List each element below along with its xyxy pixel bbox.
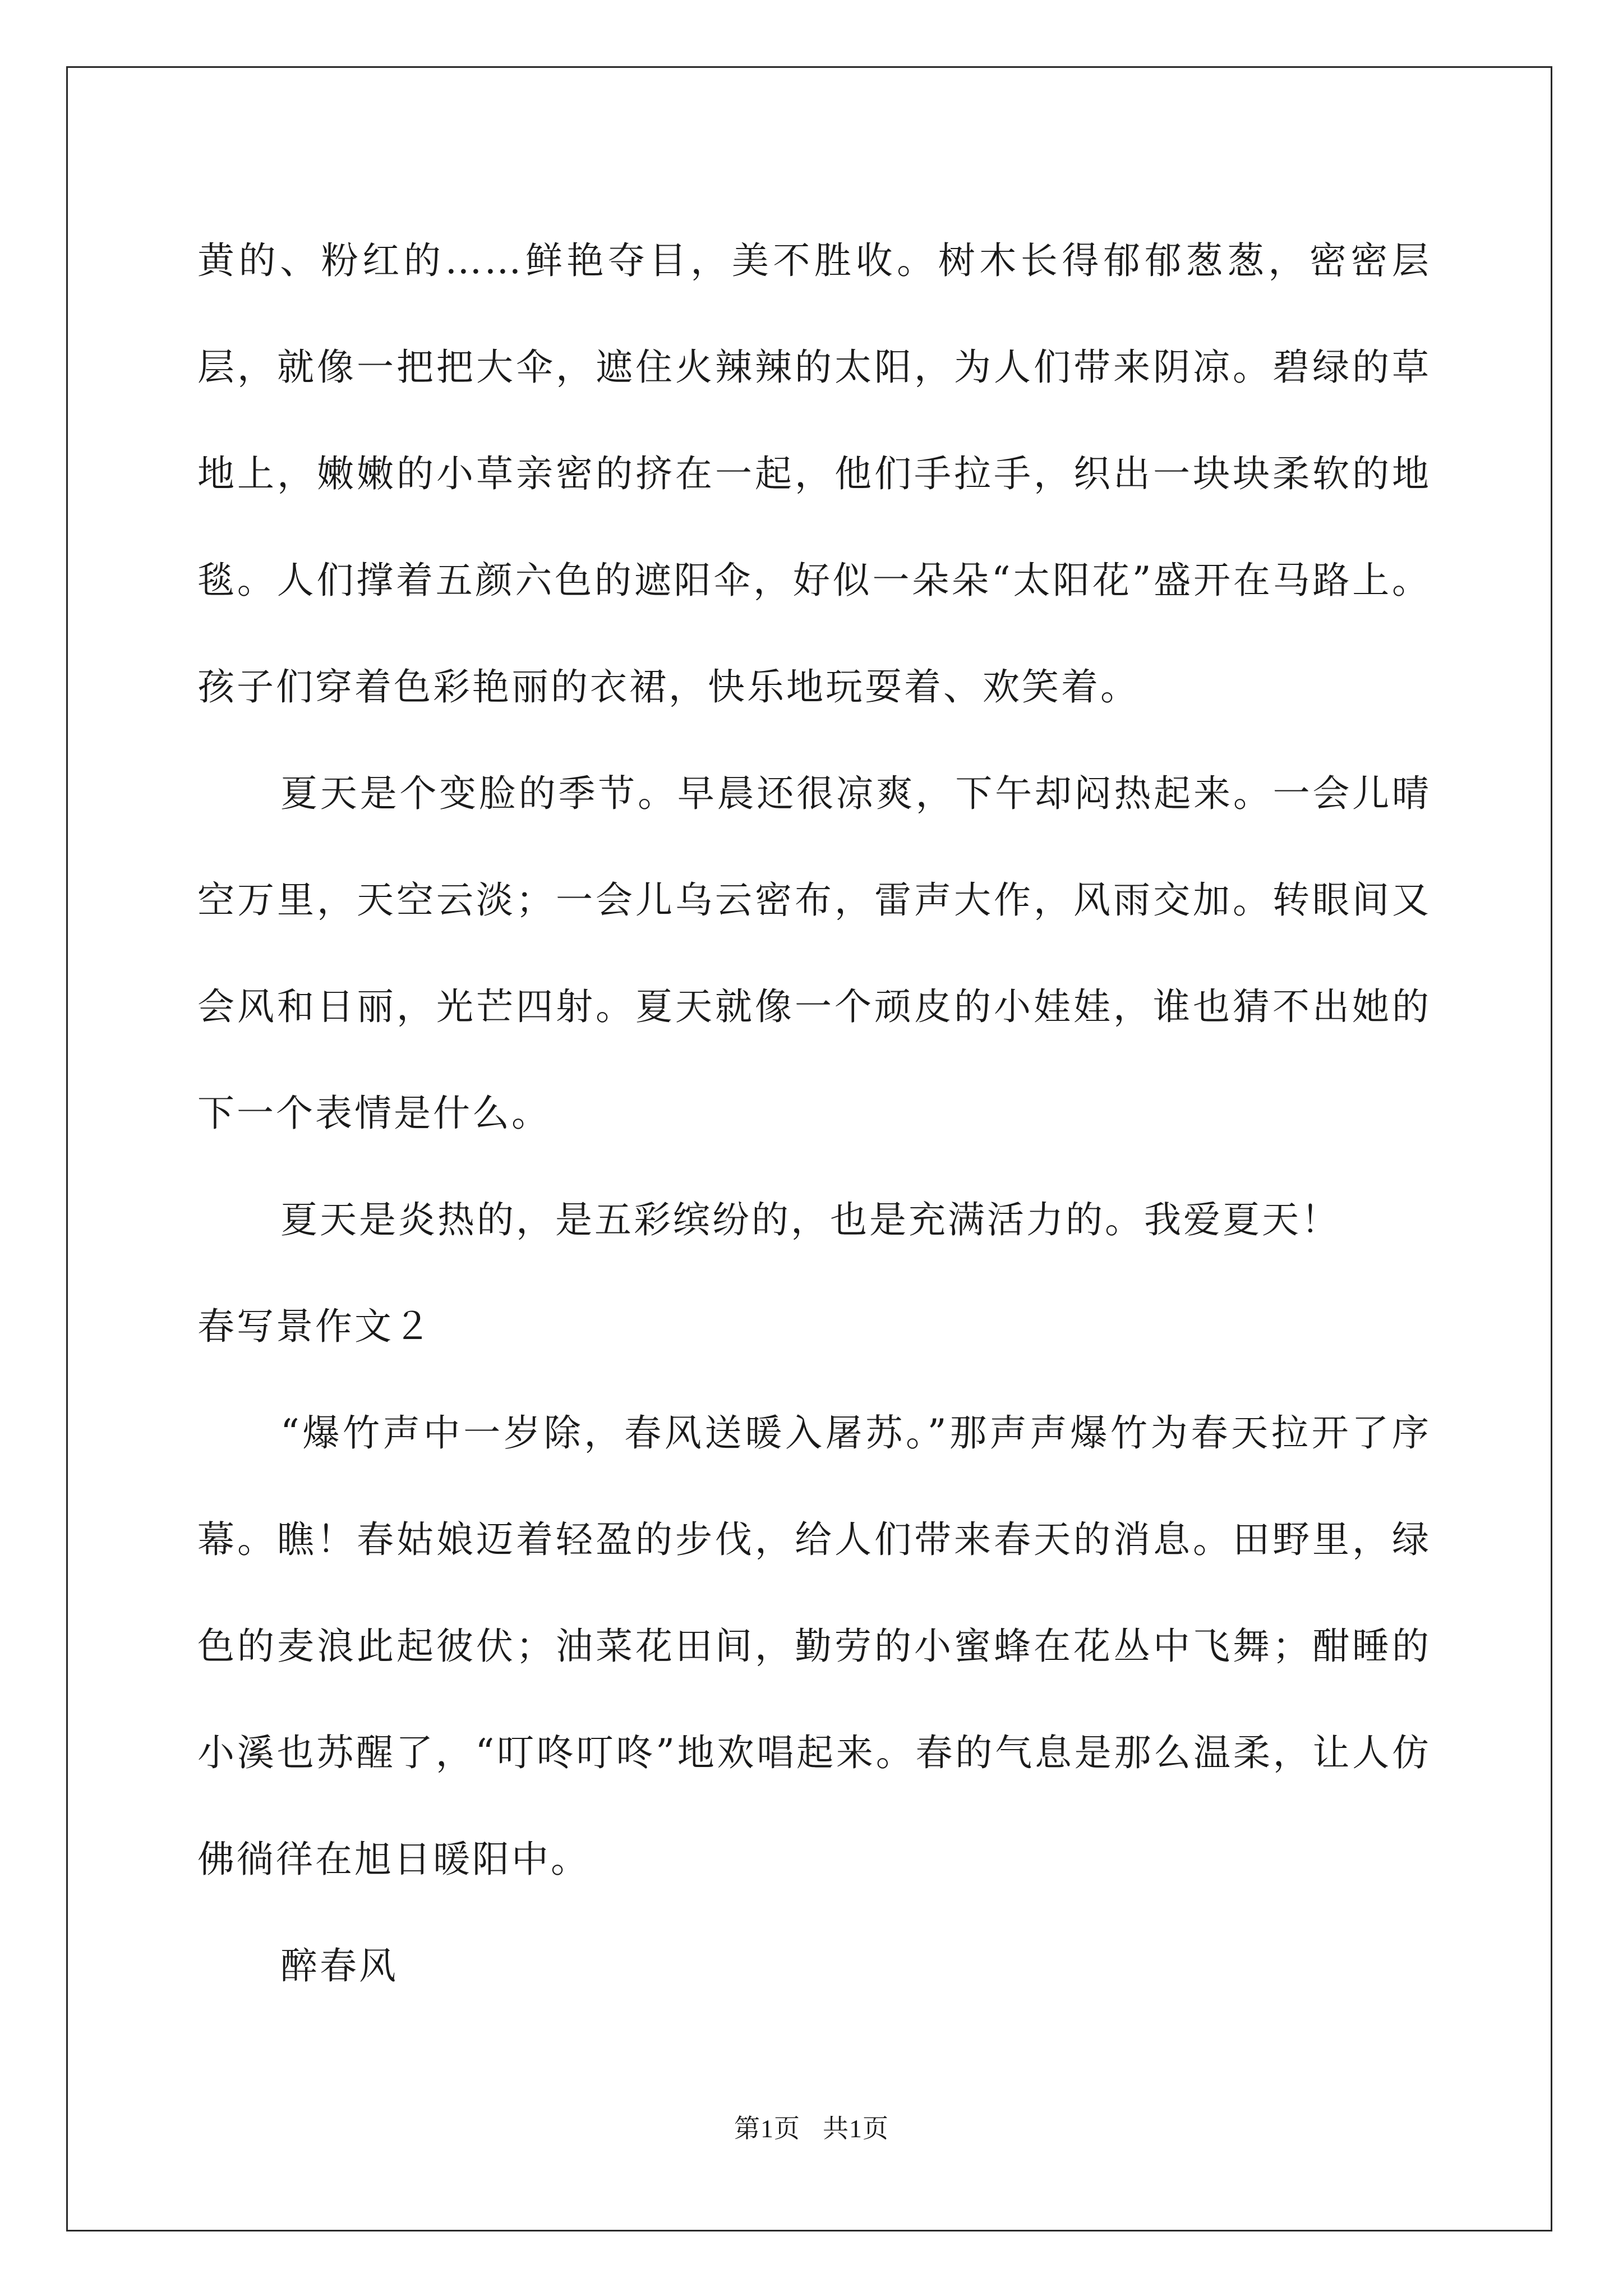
paragraph: 夏天是个变脸的季节。早晨还很凉爽，下午却闷热起来。一会儿晴空万里，天空云淡；一会儿乌云密布，雷声大作，风雨交加。转眼间又会风和日丽，光芒四射。夏天就像一个顽皮的小娃娃，谁也猜不出她的下一个表情是什么。 <box>197 772 1431 1135</box>
paragraph: 夏天是炎热的，是五彩缤纷的，也是充满活力的。我爱夏天！ <box>280 1198 1340 1241</box>
page-footer <box>0 2108 1623 2145</box>
section-title: 春写景作文２ <box>197 1305 433 1348</box>
paragraph: 醉春风 <box>280 1944 398 1987</box>
paragraph: “爆竹声中一岁除，春风送暖入屠苏。”那声声爆竹为春天拉开了序幕。瞧！春姑娘迈着轻盈的步伐，给人们带来春天的消息。田野里，绿色的麦浪此起彼伏；油菜花田间，勤劳的小蜜蜂在花丛中飞舞；酣睡的小溪也苏醒了，“叮咚叮咚”地欢唱起来。春的气息是那么温柔，让人仿佛徜徉在旭日暖阳中。 <box>197 1411 1431 1881</box>
page-total: 共1页 <box>823 2114 889 2143</box>
paragraph: 黄的、粉红的……鲜艳夺目，美不胜收。树木长得郁郁葱葱，密密层层，就像一把把大伞，遮住火辣辣的太阳，为人们带来阴凉。碧绿的草地上，嫩嫩的小草亲密的挤在一起，他们手拉手，织出一块块柔软的地毯。人们撑着五颜六色的遮阳伞，好似一朵朵“太阳花”盛开在马路上。孩子们穿着色彩艳丽的衣裙，快乐地玩耍着、欢笑着。 <box>197 239 1431 708</box>
document-body <box>197 208 1431 2019</box>
page-number: 第1页 <box>734 2114 800 2143</box>
